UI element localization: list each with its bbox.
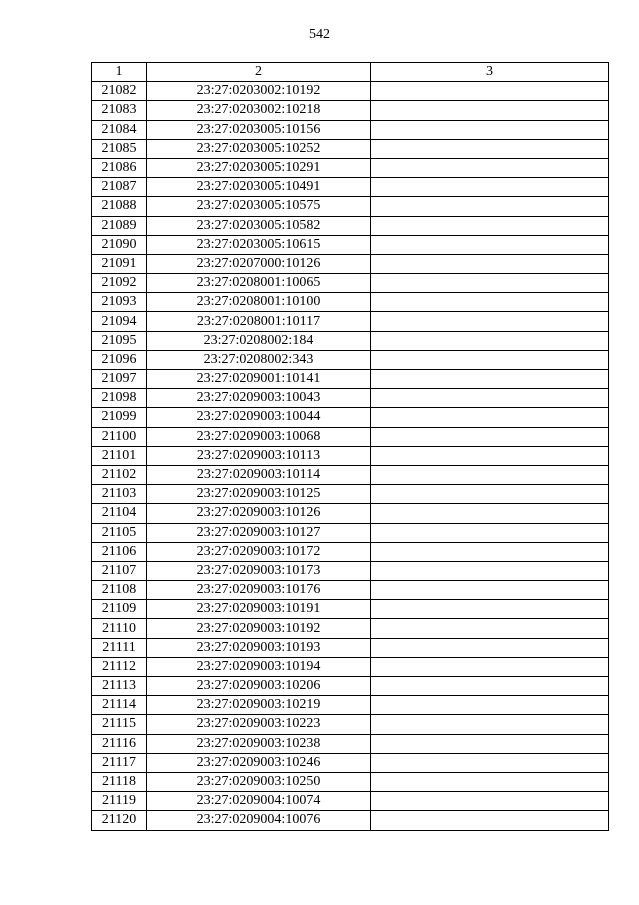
row-number-cell: 21097 — [92, 370, 147, 389]
cadastral-number-cell: 23:27:0209003:10246 — [147, 753, 371, 772]
cadastral-number-cell: 23:27:0209003:10113 — [147, 446, 371, 465]
row-number-cell: 21109 — [92, 600, 147, 619]
row-number-cell: 21102 — [92, 465, 147, 484]
row-number-cell: 21113 — [92, 677, 147, 696]
table-row — [92, 216, 609, 235]
notes-cell — [371, 178, 609, 197]
row-number-cell: 21107 — [92, 561, 147, 580]
cadastral-number-cell: 23:27:0209003:10114 — [147, 465, 371, 484]
row-number-cell: 21091 — [92, 254, 147, 273]
row-number-cell: 21104 — [92, 504, 147, 523]
notes-cell — [371, 753, 609, 772]
cadastral-number-cell: 23:27:0207000:10126 — [147, 254, 371, 273]
cadastral-number-cell: 23:27:0209003:10206 — [147, 677, 371, 696]
row-number-cell: 21094 — [92, 312, 147, 331]
notes-cell — [371, 216, 609, 235]
row-number-cell: 21116 — [92, 734, 147, 753]
notes-cell — [371, 792, 609, 811]
page-number: 542 — [309, 27, 330, 42]
table-row — [92, 638, 609, 657]
row-number-cell: 21085 — [92, 139, 147, 158]
table-row — [92, 389, 609, 408]
notes-cell — [371, 235, 609, 254]
cadastral-number-cell: 23:27:0209003:10223 — [147, 715, 371, 734]
cadastral-number-cell: 23:27:0209004:10074 — [147, 792, 371, 811]
notes-cell — [371, 446, 609, 465]
table-row — [92, 120, 609, 139]
table-row — [92, 504, 609, 523]
row-number-cell: 21084 — [92, 120, 147, 139]
table-row — [92, 254, 609, 273]
table-header-row — [92, 63, 609, 82]
cadastral-number-cell: 23:27:0203002:10218 — [147, 101, 371, 120]
notes-cell — [371, 811, 609, 830]
cadastral-number-cell: 23:27:0209003:10238 — [147, 734, 371, 753]
row-number-cell: 21083 — [92, 101, 147, 120]
cadastral-number-cell: 23:27:0208001:10100 — [147, 293, 371, 312]
notes-cell — [371, 350, 609, 369]
table-row — [92, 581, 609, 600]
cadastral-number-cell: 23:27:0209001:10141 — [147, 370, 371, 389]
row-number-cell: 21087 — [92, 178, 147, 197]
cadastral-number-cell: 23:27:0209003:10192 — [147, 619, 371, 638]
notes-cell — [371, 197, 609, 216]
row-number-cell: 21100 — [92, 427, 147, 446]
cadastral-number-cell: 23:27:0208001:10117 — [147, 312, 371, 331]
cadastral-number-cell: 23:27:0209003:10043 — [147, 389, 371, 408]
row-number-cell: 21119 — [92, 792, 147, 811]
row-number-cell: 21089 — [92, 216, 147, 235]
notes-cell — [371, 427, 609, 446]
cadastral-number-cell: 23:27:0209003:10191 — [147, 600, 371, 619]
cadastral-number-cell: 23:27:0209003:10044 — [147, 408, 371, 427]
table-row — [92, 197, 609, 216]
table-row — [92, 178, 609, 197]
notes-cell — [371, 734, 609, 753]
row-number-cell: 21090 — [92, 235, 147, 254]
notes-cell — [371, 715, 609, 734]
table-row — [92, 331, 609, 350]
row-number-cell: 21092 — [92, 274, 147, 293]
notes-cell — [371, 677, 609, 696]
row-number-cell: 21099 — [92, 408, 147, 427]
row-number-cell: 21106 — [92, 542, 147, 561]
notes-cell — [371, 254, 609, 273]
notes-cell — [371, 408, 609, 427]
row-number-cell: 21095 — [92, 331, 147, 350]
notes-cell — [371, 542, 609, 561]
row-number-cell: 21120 — [92, 811, 147, 830]
table-row — [92, 792, 609, 811]
table-row — [92, 772, 609, 791]
table-row — [92, 139, 609, 158]
cadastral-number-cell: 23:27:0209003:10173 — [147, 561, 371, 580]
notes-cell — [371, 696, 609, 715]
row-number-cell: 21115 — [92, 715, 147, 734]
cadastral-number-cell: 23:27:0209003:10219 — [147, 696, 371, 715]
notes-cell — [371, 274, 609, 293]
notes-cell — [371, 101, 609, 120]
cadastral-number-cell: 23:27:0203005:10252 — [147, 139, 371, 158]
table-row — [92, 350, 609, 369]
notes-cell — [371, 312, 609, 331]
column-header-3: 3 — [371, 63, 609, 82]
row-number-cell: 21098 — [92, 389, 147, 408]
table-row — [92, 312, 609, 331]
row-number-cell: 21103 — [92, 485, 147, 504]
column-header-2: 2 — [147, 63, 371, 82]
row-number-cell: 21101 — [92, 446, 147, 465]
notes-cell — [371, 600, 609, 619]
table-row — [92, 293, 609, 312]
row-number-cell: 21105 — [92, 523, 147, 542]
cadastral-number-cell: 23:27:0209003:10193 — [147, 638, 371, 657]
table-row — [92, 465, 609, 484]
notes-cell — [371, 638, 609, 657]
cadastral-number-cell: 23:27:0203005:10575 — [147, 197, 371, 216]
table-row — [92, 715, 609, 734]
notes-cell — [371, 139, 609, 158]
notes-cell — [371, 465, 609, 484]
notes-cell — [371, 523, 609, 542]
cadastral-number-cell: 23:27:0209003:10250 — [147, 772, 371, 791]
cadastral-number-cell: 23:27:0209003:10126 — [147, 504, 371, 523]
row-number-cell: 21082 — [92, 82, 147, 101]
notes-cell — [371, 485, 609, 504]
table-row — [92, 82, 609, 101]
row-number-cell: 21088 — [92, 197, 147, 216]
row-number-cell: 21108 — [92, 581, 147, 600]
row-number-cell: 21111 — [92, 638, 147, 657]
notes-cell — [371, 504, 609, 523]
notes-cell — [371, 657, 609, 676]
table-row — [92, 408, 609, 427]
cadastral-number-cell: 23:27:0209003:10176 — [147, 581, 371, 600]
row-number-cell: 21112 — [92, 657, 147, 676]
row-number-cell: 21110 — [92, 619, 147, 638]
table-row — [92, 446, 609, 465]
column-header-1: 1 — [92, 63, 147, 82]
table-row — [92, 542, 609, 561]
cadastral-number-cell: 23:27:0209004:10076 — [147, 811, 371, 830]
registry-table — [91, 62, 609, 831]
table-row — [92, 485, 609, 504]
cadastral-number-cell: 23:27:0203005:10582 — [147, 216, 371, 235]
table-row — [92, 274, 609, 293]
cadastral-number-cell: 23:27:0209003:10194 — [147, 657, 371, 676]
cadastral-number-cell: 23:27:0203002:10192 — [147, 82, 371, 101]
notes-cell — [371, 581, 609, 600]
table-row — [92, 677, 609, 696]
table-row — [92, 600, 609, 619]
row-number-cell: 21117 — [92, 753, 147, 772]
notes-cell — [371, 389, 609, 408]
table-body — [92, 82, 609, 830]
notes-cell — [371, 331, 609, 350]
notes-cell — [371, 561, 609, 580]
notes-cell — [371, 293, 609, 312]
cadastral-number-cell: 23:27:0203005:10491 — [147, 178, 371, 197]
notes-cell — [371, 120, 609, 139]
cadastral-number-cell: 23:27:0203005:10156 — [147, 120, 371, 139]
cadastral-number-cell: 23:27:0208001:10065 — [147, 274, 371, 293]
table-row — [92, 753, 609, 772]
cadastral-number-cell: 23:27:0203005:10291 — [147, 158, 371, 177]
table-row — [92, 101, 609, 120]
table-row — [92, 657, 609, 676]
cadastral-number-cell: 23:27:0209003:10068 — [147, 427, 371, 446]
table-row — [92, 370, 609, 389]
row-number-cell: 21118 — [92, 772, 147, 791]
table-row — [92, 696, 609, 715]
cadastral-number-cell: 23:27:0208002:184 — [147, 331, 371, 350]
cadastral-number-cell: 23:27:0209003:10172 — [147, 542, 371, 561]
table-row — [92, 235, 609, 254]
notes-cell — [371, 82, 609, 101]
row-number-cell: 21093 — [92, 293, 147, 312]
table-row — [92, 561, 609, 580]
notes-cell — [371, 619, 609, 638]
cadastral-number-cell: 23:27:0209003:10125 — [147, 485, 371, 504]
table-row — [92, 734, 609, 753]
row-number-cell: 21096 — [92, 350, 147, 369]
row-number-cell: 21114 — [92, 696, 147, 715]
row-number-cell: 21086 — [92, 158, 147, 177]
table-row — [92, 158, 609, 177]
notes-cell — [371, 370, 609, 389]
cadastral-number-cell: 23:27:0209003:10127 — [147, 523, 371, 542]
notes-cell — [371, 158, 609, 177]
notes-cell — [371, 772, 609, 791]
table-row — [92, 811, 609, 830]
table-row — [92, 619, 609, 638]
table-row — [92, 523, 609, 542]
cadastral-number-cell: 23:27:0203005:10615 — [147, 235, 371, 254]
table-row — [92, 427, 609, 446]
cadastral-number-cell: 23:27:0208002:343 — [147, 350, 371, 369]
